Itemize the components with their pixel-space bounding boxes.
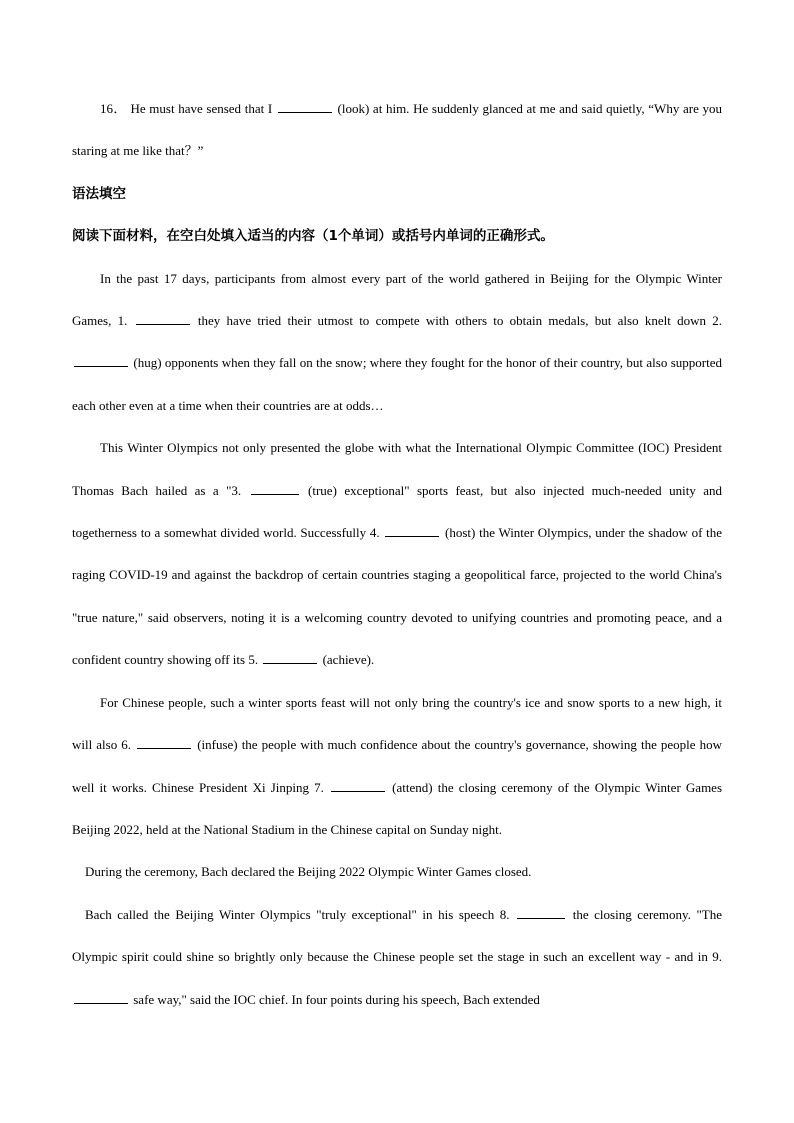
passage-text: (attend) the closing ceremony of the Olympic Winter Games Beijing 2022, held at the National Stadium in the Chinese capital on Sunday night. bbox=[72, 779, 723, 837]
passage-text: the closing ceremony. "The Olympic spirit could shine so brightly only because the Chinese people set the stage in such an excellent way - and in 9. bbox=[72, 906, 723, 965]
passage-paragraph-3 bbox=[72, 682, 722, 852]
answer-blank-2[interactable] bbox=[74, 355, 128, 367]
section-title: 语法填空 bbox=[72, 185, 126, 202]
answer-blank-6[interactable] bbox=[137, 737, 191, 749]
answer-blank-9[interactable] bbox=[74, 992, 128, 1004]
passage-text: (hug) opponents when they fall on the snow; where they fought for the honor of their country, but also supported each other even at a time when their countries are at odds… bbox=[72, 355, 723, 413]
answer-blank-1[interactable] bbox=[136, 313, 190, 325]
passage-text: For Chinese people, such a winter sports feast will not only bring the country's ice and snow sports to a new high, it will also 6. bbox=[72, 694, 722, 753]
passage-paragraph-1 bbox=[72, 258, 722, 428]
answer-blank-8[interactable] bbox=[517, 907, 565, 919]
passage-paragraph-2 bbox=[72, 427, 722, 681]
passage-text: safe way," said the IOC chief. In four points during his speech, Bach extended bbox=[133, 991, 540, 1007]
passage-text: (achieve). bbox=[322, 652, 375, 668]
question-text-before: He must have sensed that I bbox=[130, 101, 273, 116]
question-number: 16． bbox=[100, 101, 127, 116]
answer-blank-5[interactable] bbox=[263, 652, 317, 664]
passage-text: (infuse) the people with much confidence about the country's governance, showing the people how well it works. Chinese President Xi Jinping 7. bbox=[72, 737, 723, 795]
question-16 bbox=[72, 88, 722, 173]
passage-text: During the ceremony, Bach declared the Beijing 2022 Olympic Winter Games closed. bbox=[85, 864, 532, 880]
passage-text: they have tried their utmost to compete with others to obtain medals, but also knelt down 2. bbox=[197, 313, 722, 329]
answer-blank[interactable] bbox=[278, 101, 332, 113]
question-text-after: (look) at him. He suddenly glanced at me and said quietly, “Why are you staring at me like that？” bbox=[72, 101, 723, 159]
passage-text: In the past 17 days, participants from almost every part of the world gathered in Beijing for the Olympic Winter Games, 1. bbox=[72, 270, 722, 329]
passage-paragraph-5 bbox=[72, 894, 722, 1021]
passage-paragraph-4 bbox=[72, 851, 722, 893]
document-page bbox=[72, 88, 722, 1021]
answer-blank-4[interactable] bbox=[385, 525, 439, 537]
answer-blank-3[interactable] bbox=[251, 483, 299, 495]
passage-text: This Winter Olympics not only presented the globe with what the International Olympic Committee (IOC) President Thomas Bach hailed as a "3. bbox=[72, 440, 722, 498]
answer-blank-7[interactable] bbox=[331, 780, 385, 792]
passage-text: (true) exceptional" sports feast, but also injected much-needed unity and togetherness to a somewhat divided world. Successfully 4. bbox=[72, 482, 723, 541]
passage-text: Bach called the Beijing Winter Olympics "truly exceptional" in his speech 8. bbox=[85, 906, 510, 922]
passage-text: (host) the Winter Olympics, under the shadow of the raging COVID-19 and against the backdrop of certain countries staging a geopolitical farce, projected to the world China's "true nature," said observers, noting it is a welcoming country devoted to unifying countries and promoting peace, and a confident country showing off its 5. bbox=[72, 525, 723, 668]
instruction-text: 阅读下面材料，在空白处填入适当的内容（1个单词）或括号内单词的正确形式。 bbox=[72, 228, 554, 245]
